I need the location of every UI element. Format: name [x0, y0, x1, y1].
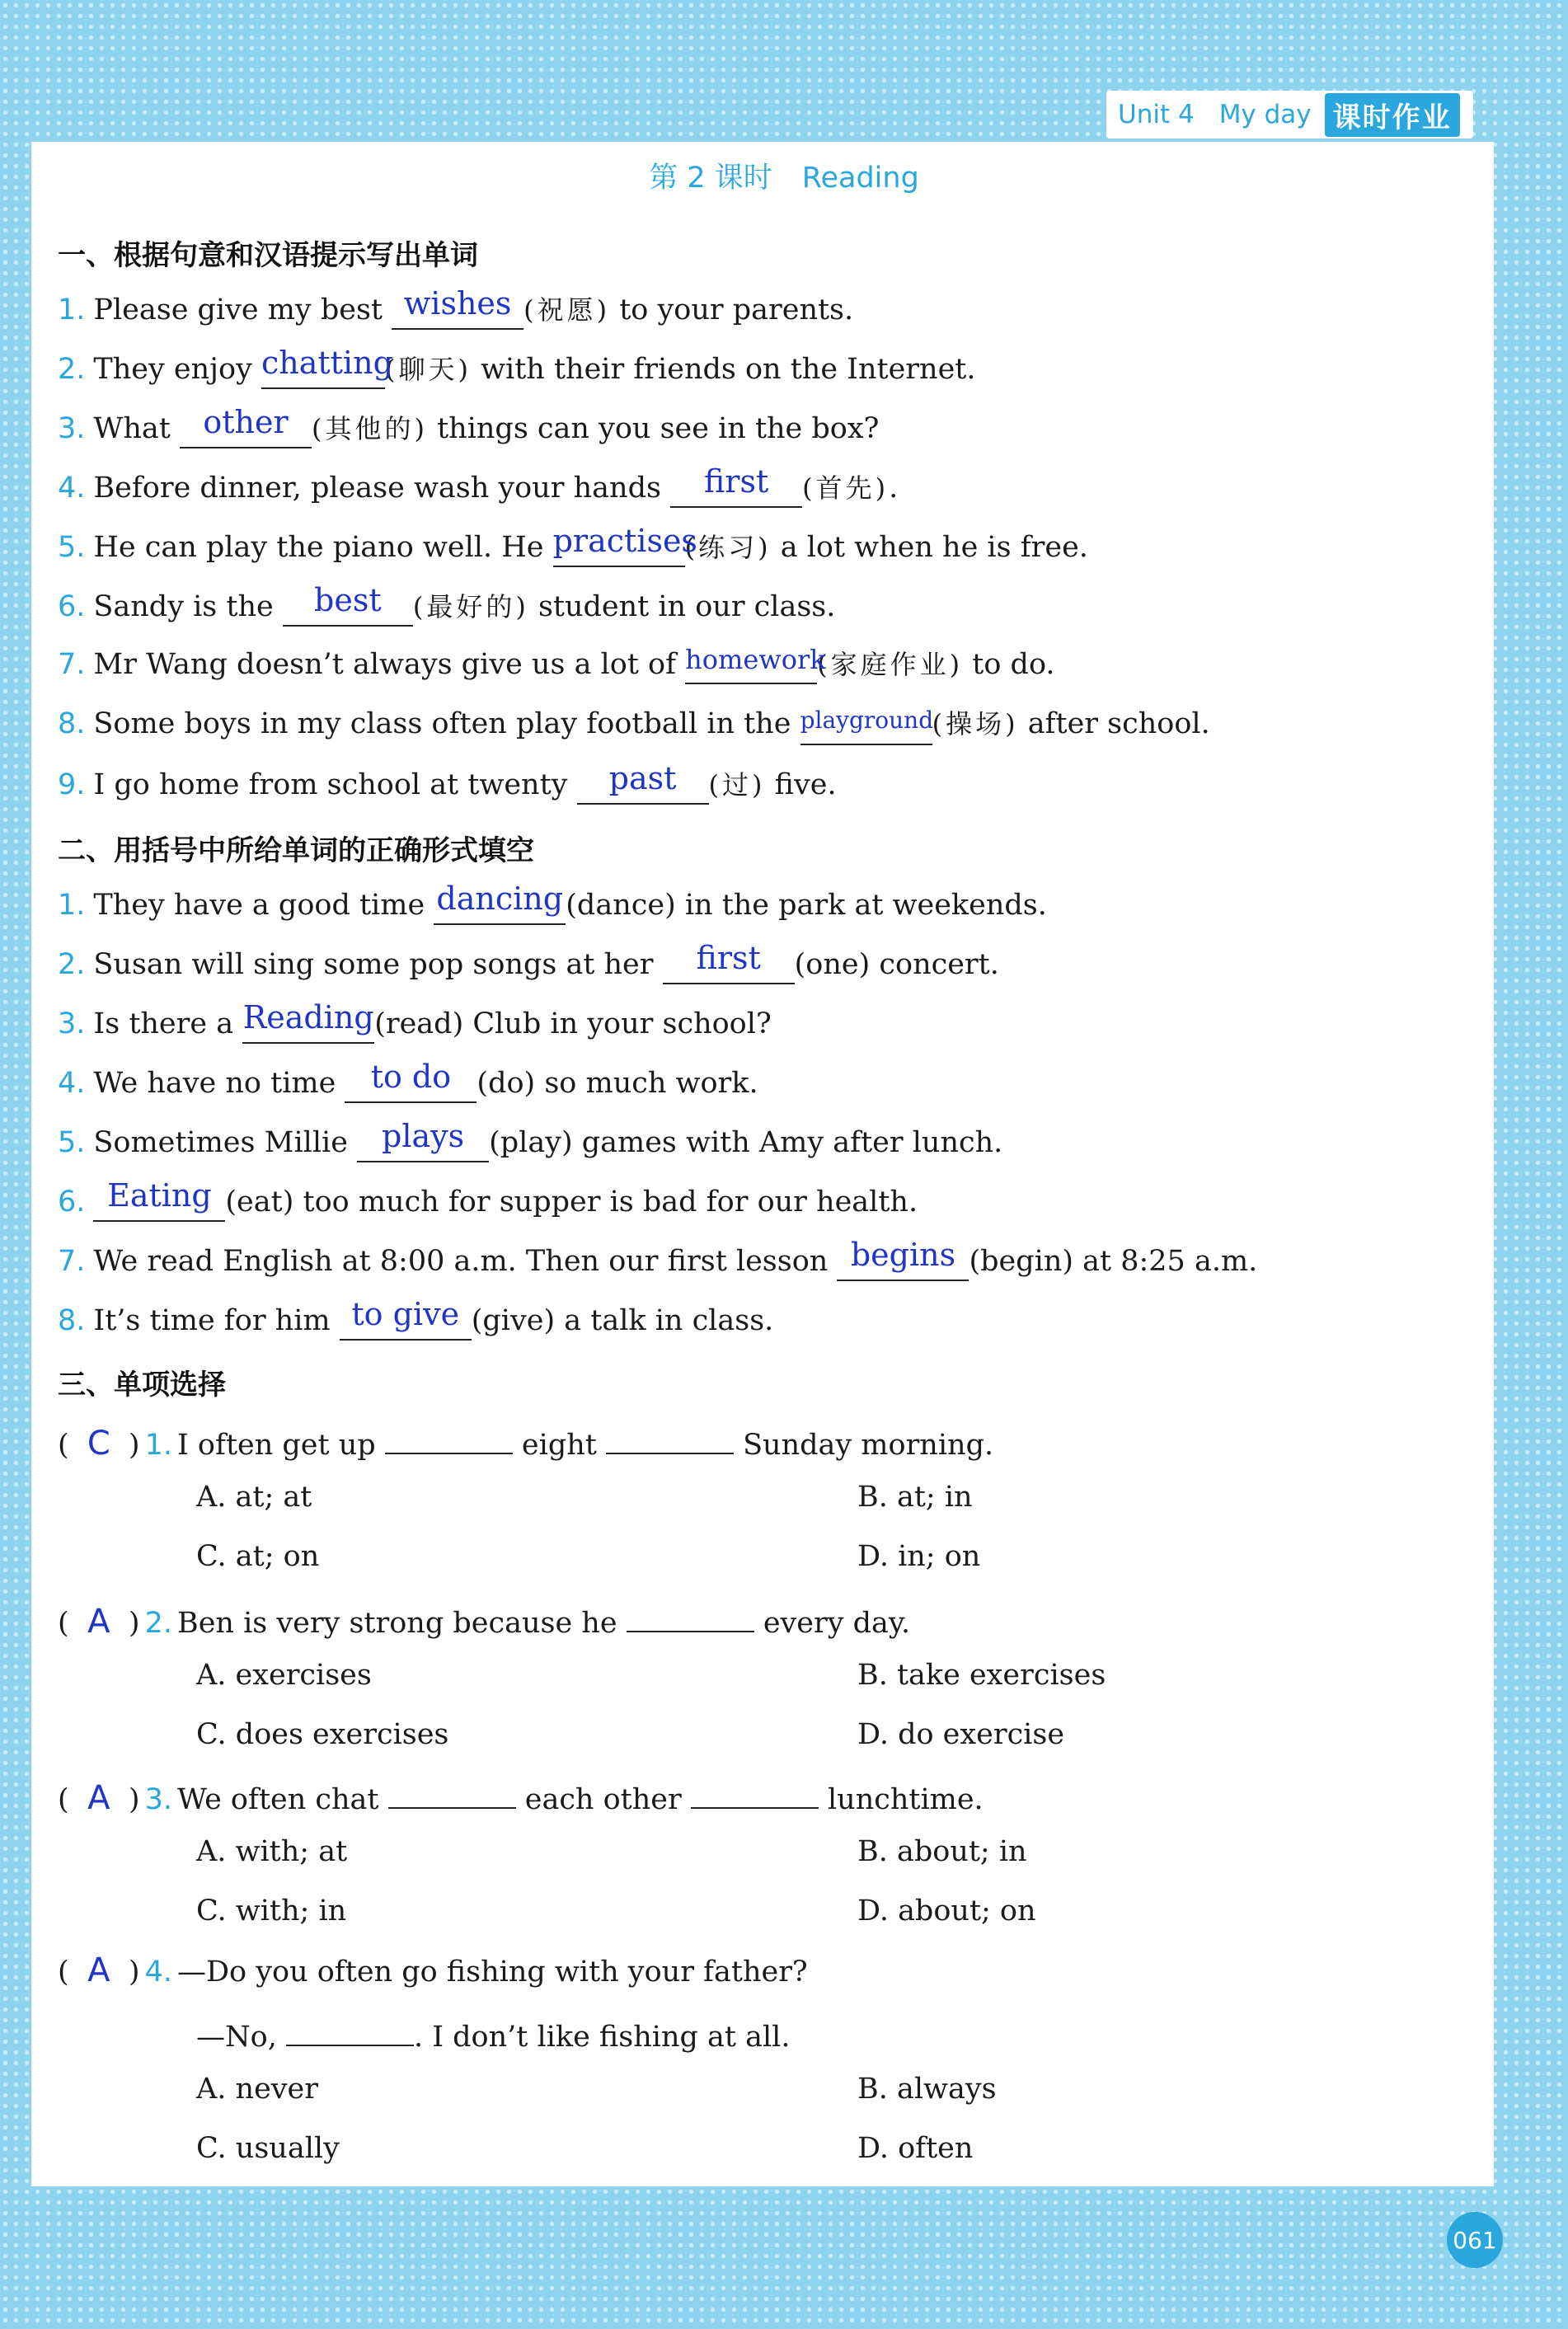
answer-blank[interactable]: first	[663, 945, 795, 984]
s2-item: 6. Eating (eat) too much for supper is bad for our health.	[58, 1182, 918, 1222]
question-blank	[385, 1420, 513, 1454]
lesson-label: 第 2 课时	[649, 162, 772, 195]
answer-blank[interactable]: practises	[553, 528, 685, 567]
mc-question: ( A ) 3. We often chat each other lunchtime.	[58, 1774, 984, 1818]
option-a: A. at; at	[196, 1481, 312, 1514]
unit-label: Unit 4	[1118, 100, 1195, 129]
answer-blank[interactable]: to give	[340, 1301, 472, 1341]
answer-blank[interactable]: Eating	[93, 1182, 225, 1222]
option-b: B. about; in	[857, 1835, 1027, 1868]
answer-blank[interactable]: Reading	[242, 1004, 374, 1044]
s2-item: 5. Sometimes Millie plays (play) games with Amy after lunch.	[58, 1123, 1002, 1162]
question-blank	[606, 1420, 734, 1454]
lesson-name: Reading	[801, 162, 919, 195]
section2-heading: 二、用括号中所给单词的正确形式填空	[58, 834, 534, 867]
mc-question: ( C ) 1. I often get up eight Sunday morning.	[58, 1420, 993, 1463]
unit-header	[1106, 91, 1473, 139]
answer-blank[interactable]: past	[577, 765, 709, 805]
answer-blank[interactable]: dancing	[434, 885, 566, 925]
option-c: C. at; on	[196, 1540, 320, 1573]
option-c: C. usually	[196, 2132, 340, 2165]
option-d: D. do exercise	[857, 1718, 1065, 1751]
answer-blank[interactable]: first	[670, 468, 802, 508]
answer-blank[interactable]: best	[283, 587, 413, 627]
question-blank	[286, 2012, 414, 2046]
s1-item: 1. Please give my best wishes (祝愿) to your parents.	[58, 290, 853, 330]
s1-item: 7. Mr Wang doesn’t always give us a lot of homework(家庭作业) to do.	[58, 646, 1055, 684]
mc-question: ( A ) 4. —Do you often go fishing with your father?	[58, 1951, 808, 1989]
answer-blank[interactable]: chatting	[261, 350, 385, 389]
option-a: A. never	[196, 2073, 318, 2106]
s2-item: 8. It’s time for him to give (give) a talk in class.	[58, 1301, 773, 1341]
option-b: B. always	[857, 2073, 997, 2106]
question-blank	[627, 1598, 754, 1632]
s1-item: 8. Some boys in my class often play football in the playground(操场) after school.	[58, 706, 1210, 745]
choice-answer[interactable]: A	[87, 1951, 110, 1989]
option-a: A. exercises	[196, 1659, 372, 1692]
mc-question-reply: —No, . I don’t like fishing at all.	[196, 2012, 790, 2055]
s2-item: 1. They have a good time dancing(dance) in the park at weekends.	[58, 885, 1047, 925]
s1-item: 5. He can play the piano well. He practises(练习) a lot when he is free.	[58, 528, 1088, 567]
answer-blank[interactable]: homework	[685, 646, 817, 684]
option-d: D. in; on	[857, 1540, 981, 1573]
lesson-title	[0, 155, 1568, 196]
worksheet-page	[31, 142, 1494, 2186]
s1-item: 2. They enjoy chatting(聊天) with their friends on the Internet.	[58, 350, 975, 389]
option-d: D. often	[857, 2132, 974, 2165]
option-c: C. with; in	[196, 1895, 347, 1928]
option-b: B. at; in	[857, 1481, 973, 1514]
question-blank	[691, 1774, 819, 1809]
section3-heading: 三、单项选择	[58, 1369, 226, 1402]
answer-blank[interactable]: wishes	[392, 290, 523, 330]
mc-question: ( A ) 2. Ben is very strong because he every day.	[58, 1598, 910, 1641]
page-number: 061	[1447, 2212, 1503, 2268]
answer-blank[interactable]: to do	[345, 1064, 477, 1103]
answer-blank[interactable]: begins	[837, 1242, 969, 1281]
option-a: A. with; at	[196, 1835, 348, 1868]
s2-item: 2. Susan will sing some pop songs at her first (one) concert.	[58, 945, 999, 984]
answer-blank[interactable]: playground	[800, 706, 932, 745]
option-c: C. does exercises	[196, 1718, 449, 1751]
choice-answer[interactable]: A	[87, 1603, 110, 1641]
s1-item: 9. I go home from school at twenty past (过) five.	[58, 765, 837, 805]
unit-topic: My day	[1218, 100, 1312, 129]
s2-item: 7. We read English at 8:00 a.m. Then our first lesson begins (begin) at 8:25 a.m.	[58, 1242, 1257, 1281]
section1-heading: 一、根据句意和汉语提示写出单词	[58, 239, 478, 272]
choice-answer[interactable]: C	[87, 1425, 110, 1463]
choice-answer[interactable]: A	[87, 1779, 110, 1817]
s1-item: 6. Sandy is the best (最好的) student in our class.	[58, 587, 835, 627]
option-d: D. about; on	[857, 1895, 1036, 1928]
brand-logo: 课时作业	[1325, 93, 1460, 137]
question-blank	[388, 1774, 516, 1809]
answer-blank[interactable]: other	[180, 409, 312, 448]
s1-item: 3. What other (其他的) things can you see in the box?	[58, 409, 879, 448]
s1-item: 4. Before dinner, please wash your hands first (首先).	[58, 468, 898, 508]
s2-item: 3. Is there a Reading(read) Club in your school?	[58, 1004, 772, 1044]
answer-blank[interactable]: plays	[357, 1123, 489, 1162]
s2-item: 4. We have no time to do (do) so much work.	[58, 1064, 758, 1103]
option-b: B. take exercises	[857, 1659, 1106, 1692]
